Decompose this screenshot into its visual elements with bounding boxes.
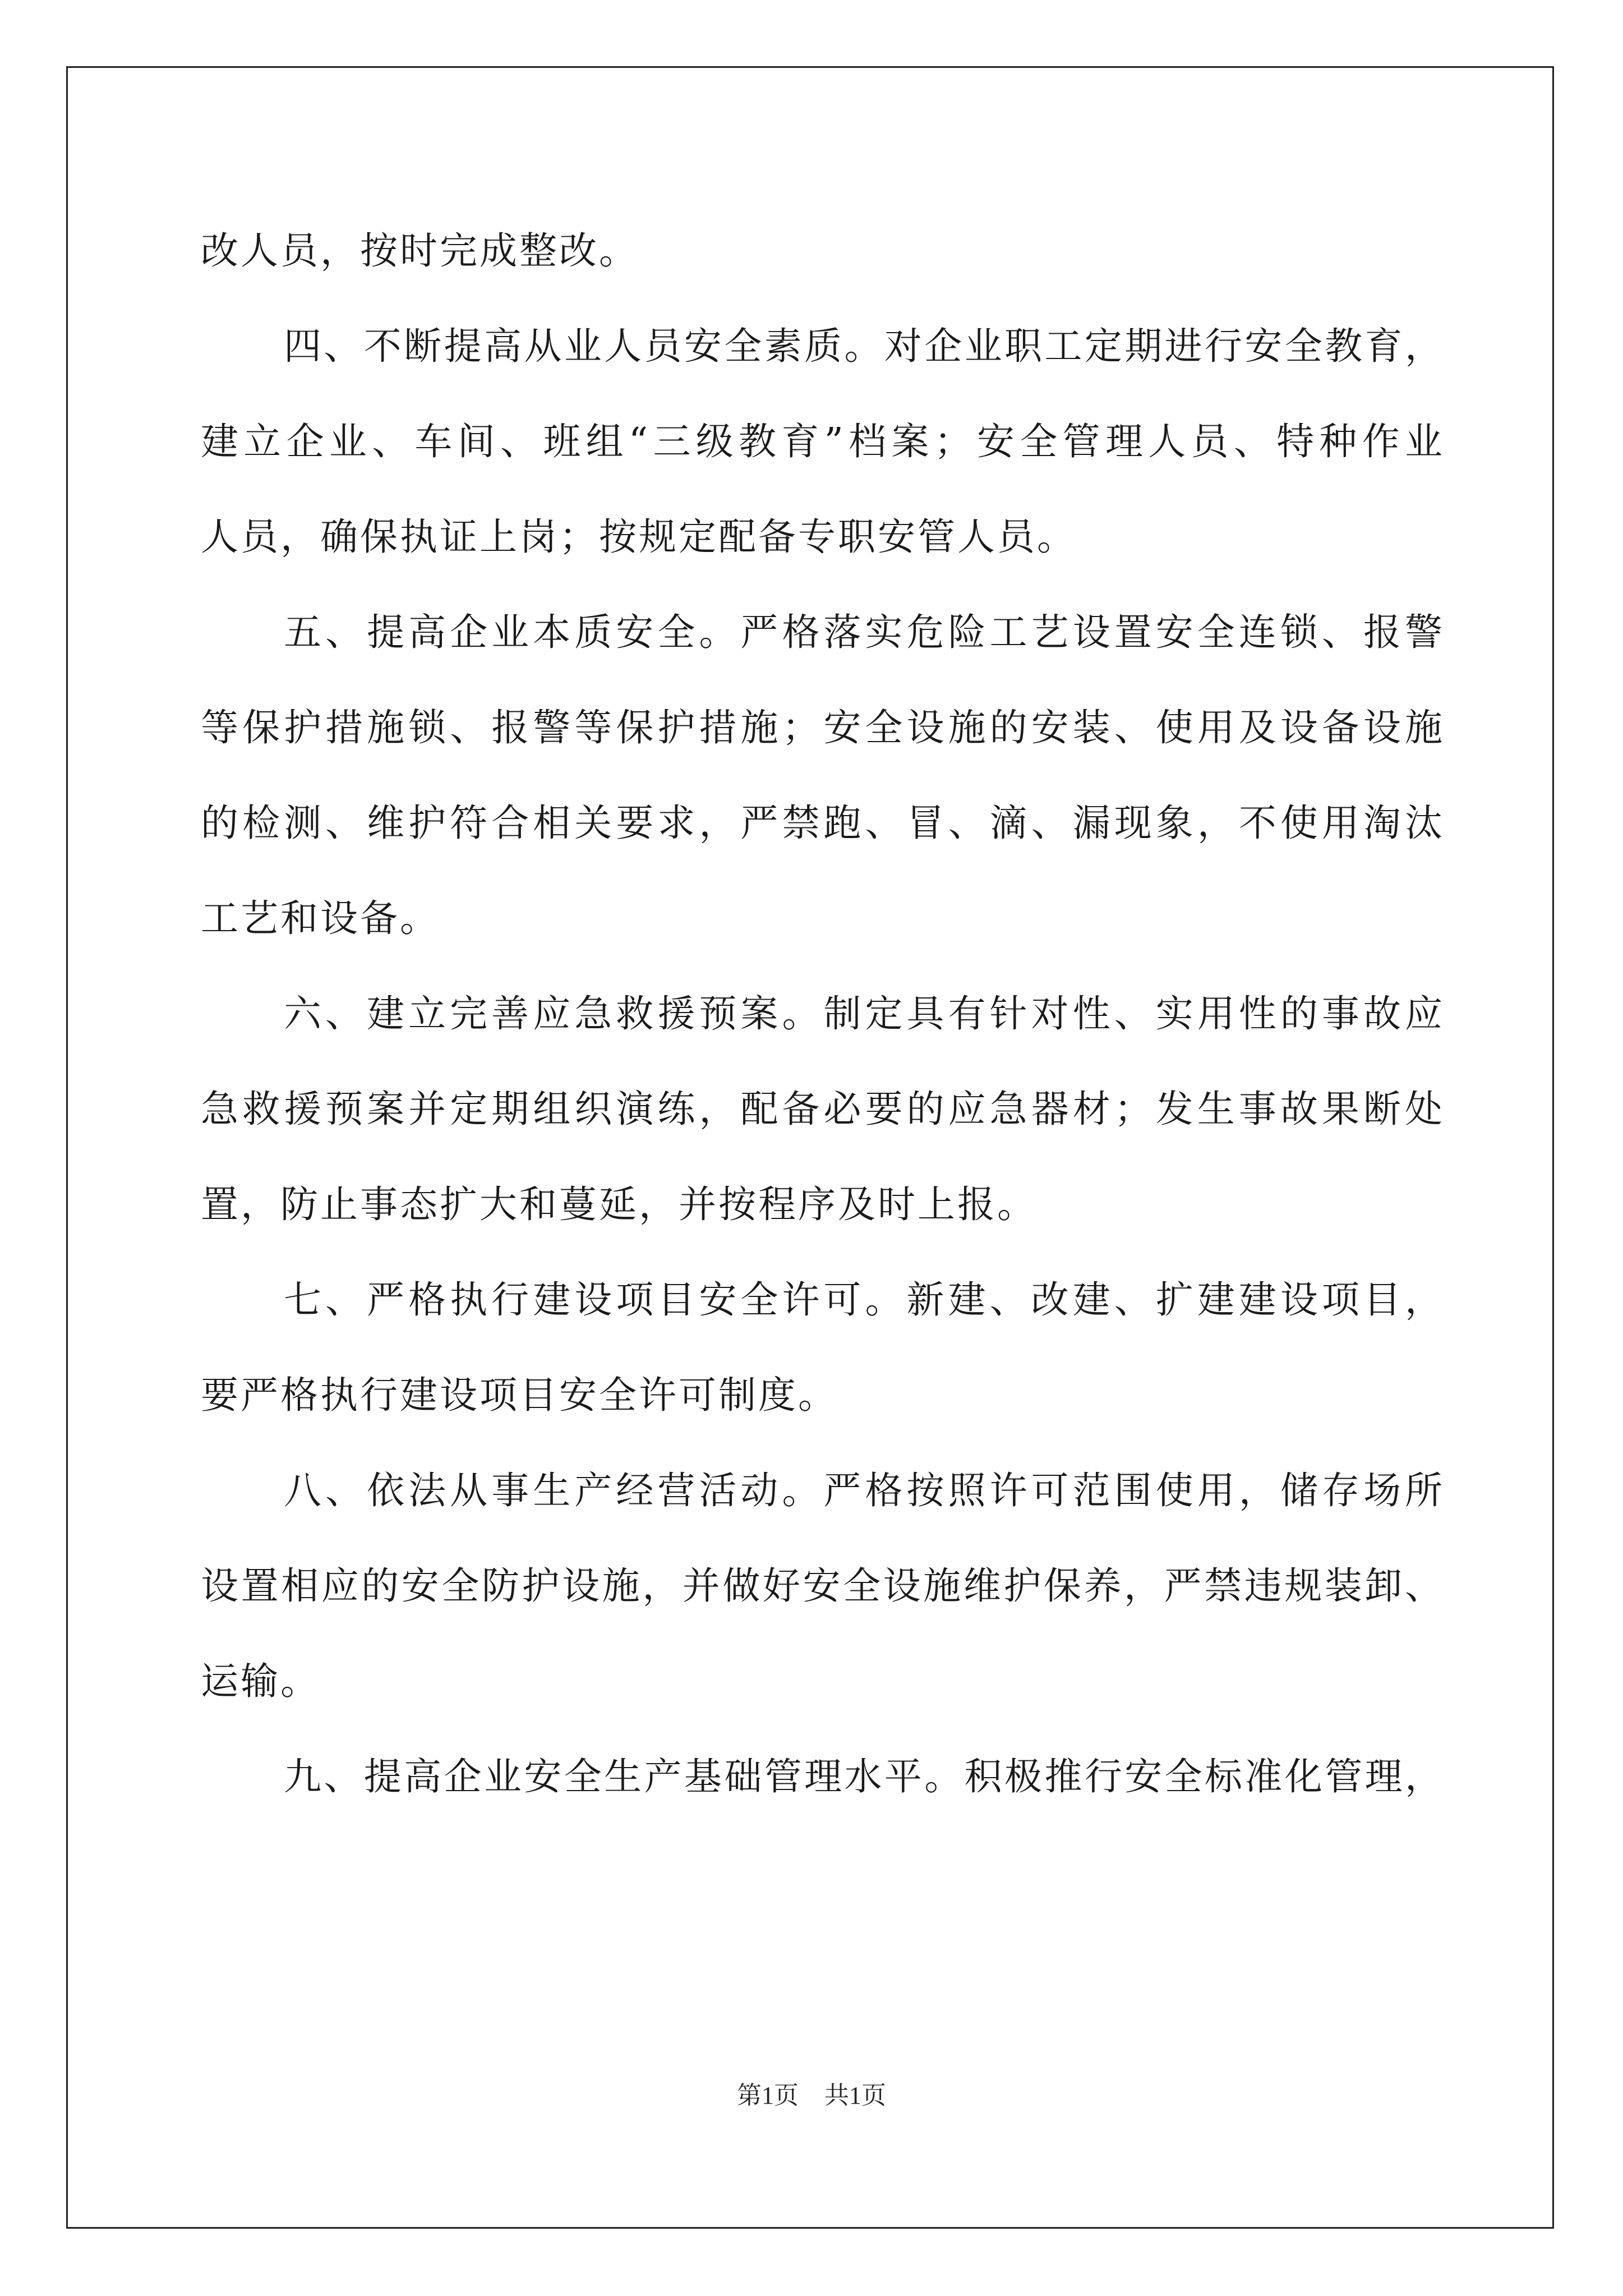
page-footer — [0, 2079, 1623, 2113]
text-line: 建立企业、车间、班组“三级教育”档案；安全管理人员、特种作业 — [201, 420, 1445, 463]
text-line: 要严格执行建设项目安全许可制度。 — [201, 1373, 838, 1417]
text-line: 设置相应的安全防护设施，并做好安全设施维护保养，严禁违规装卸、 — [201, 1564, 1445, 1608]
paragraph-8-line: 八、依法从事生产经营活动。严格按照许可范围使用，储存场所 — [284, 1469, 1445, 1512]
text-line: 的检测、维护符合相关要求，严禁跑、冒、滴、漏现象，不使用淘汰 — [201, 801, 1445, 845]
paragraph-4-line: 四、不断提高从业人员安全素质。对企业职工定期进行安全教育， — [284, 324, 1445, 368]
page-number: 第1页 — [737, 2082, 799, 2109]
document-body — [201, 203, 1445, 1824]
text-line: 急救援预案并定期组织演练，配备必要的应急器材；发生事故果断处 — [201, 1087, 1445, 1131]
text-line: 置，防止事态扩大和蔓延，并按程序及时上报。 — [201, 1182, 1037, 1226]
text-line: 工艺和设备。 — [201, 896, 440, 940]
page-total: 共1页 — [824, 2082, 886, 2109]
paragraph-5-line: 五、提高企业本质安全。严格落实危险工艺设置安全连锁、报警 — [284, 610, 1445, 654]
text-line: 等保护措施锁、报警等保护措施；安全设施的安装、使用及设备设施 — [201, 706, 1445, 749]
paragraph-9-line: 九、提高企业安全生产基础管理水平。积极推行安全标准化管理， — [284, 1755, 1445, 1798]
paragraph-6-line: 六、建立完善应急救援预案。制定具有针对性、实用性的事故应 — [284, 992, 1445, 1036]
text-line: 改人员，按时完成整改。 — [201, 229, 639, 273]
text-line: 人员，确保执证上岗；按规定配备专职安管人员。 — [201, 515, 1077, 559]
text-line: 运输。 — [201, 1659, 320, 1703]
paragraph-7-line: 七、严格执行建设项目安全许可。新建、改建、扩建建设项目， — [284, 1278, 1445, 1322]
